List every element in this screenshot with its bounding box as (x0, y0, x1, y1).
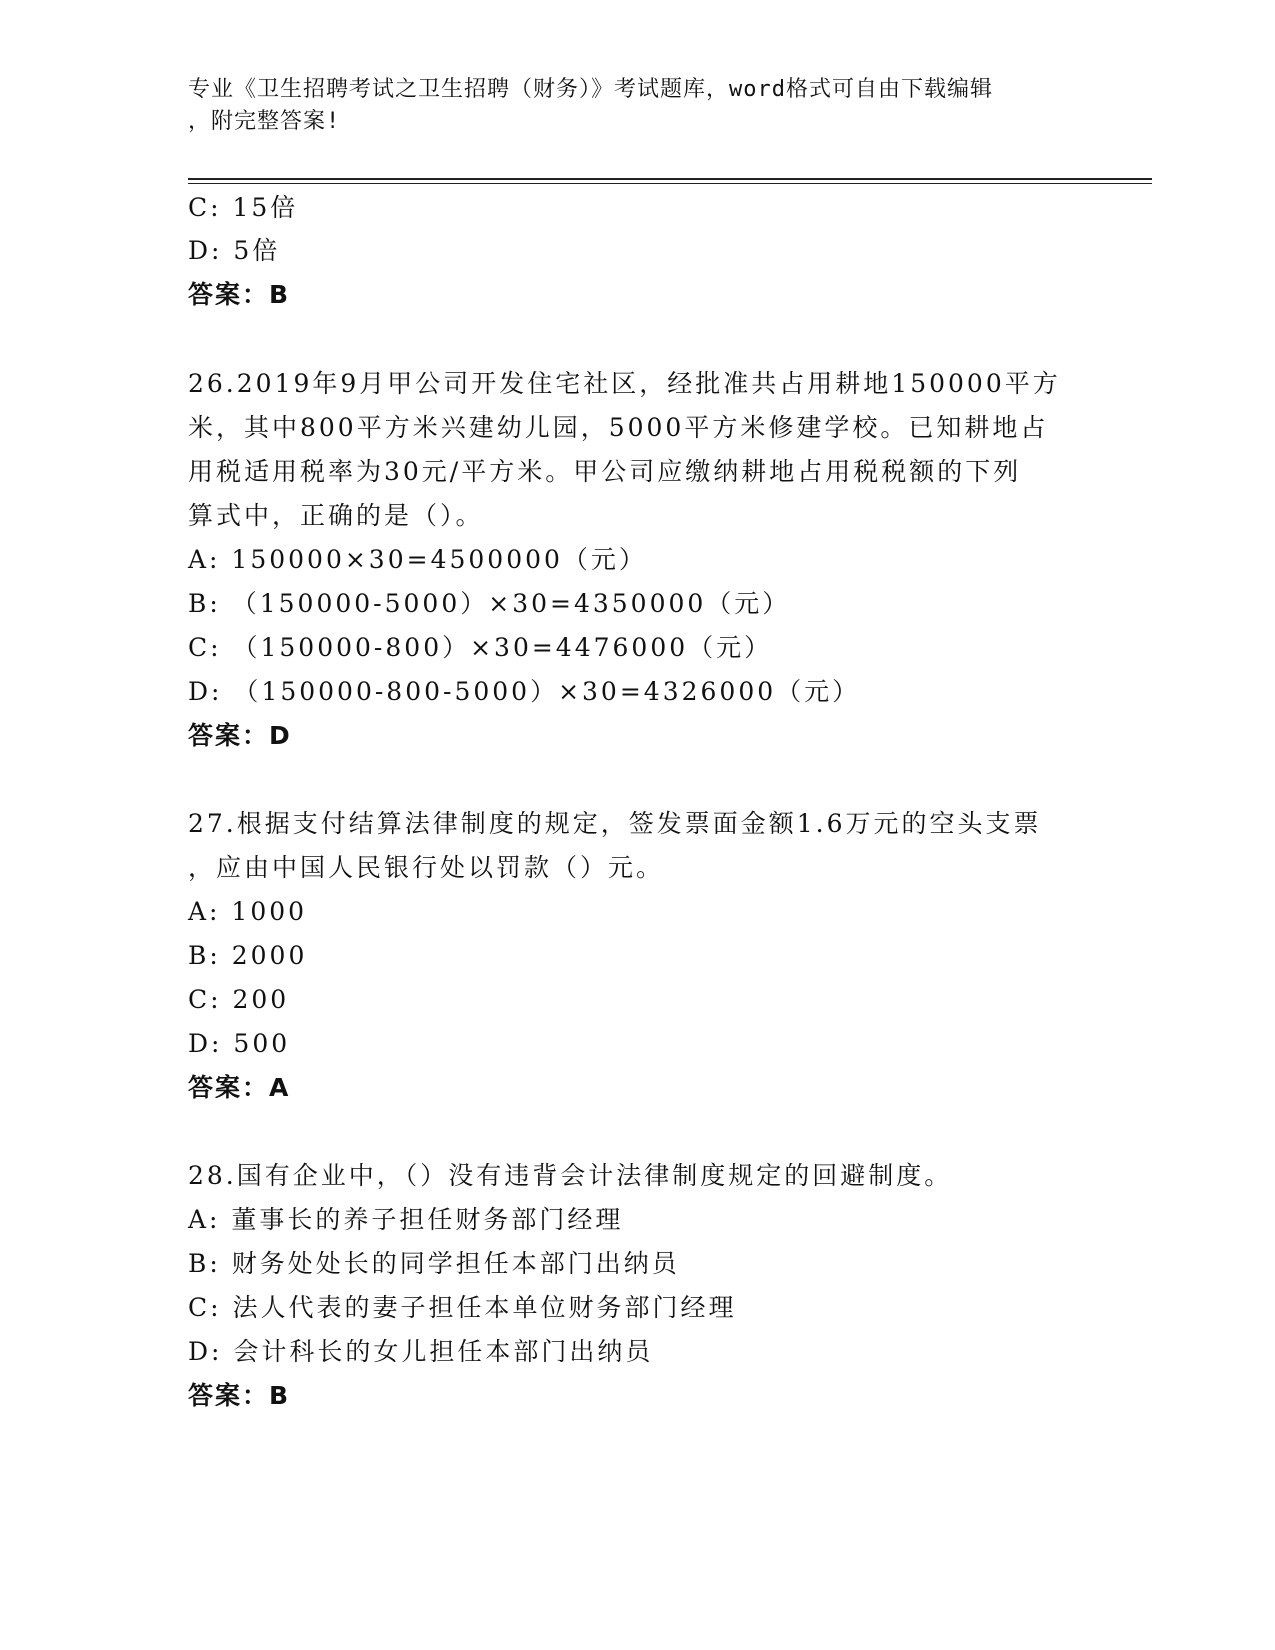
q27-stem-line-1: 27.根据支付结算法律制度的规定，签发票面金额1.6万元的空头支票 (188, 809, 1042, 838)
q25-option-d: D: 5倍 (188, 236, 281, 265)
q28-stem-line-1: 28.国有企业中，（）没有违背会计法律制度规定的回避制度。 (188, 1161, 953, 1190)
q28-answer: 答案：B (188, 1381, 291, 1410)
q27-option-d: D: 500 (188, 1029, 291, 1058)
header-line-2: ，附完整答案! (188, 109, 341, 134)
header-divider-thin (188, 183, 1152, 184)
q26-option-a: A: 150000×30=4500000（元） (188, 545, 647, 574)
document-header (188, 74, 1088, 138)
q25-option-c: C: 15倍 (188, 193, 299, 222)
header-line-1: 专业《卫生招聘考试之卫生招聘（财务）》考试题库，word格式可自由下载编辑 (188, 77, 993, 102)
q28-option-b: B: 财务处处长的同学担任本部门出纳员 (188, 1249, 680, 1278)
q26-option-c: C: （150000-800）×30=4476000（元） (188, 633, 773, 662)
q27-option-b: B: 2000 (188, 941, 308, 970)
q26-stem-line-3: 用税适用税率为30元/平方米。甲公司应缴纳耕地占用税税额的下列 (188, 457, 1022, 486)
q27-answer: 答案：A (188, 1073, 291, 1102)
q27-option-c: C: 200 (188, 985, 290, 1014)
q26-option-d: D: （150000-800-5000）×30=4326000（元） (188, 677, 861, 706)
q28-option-c: C: 法人代表的妻子担任本单位财务部门经理 (188, 1293, 737, 1322)
header-divider-thick (188, 178, 1152, 180)
q28-option-d: D: 会计科长的女儿担任本部门出纳员 (188, 1337, 654, 1366)
q27-stem-line-2: ，应由中国人民银行处以罚款（）元。 (188, 853, 665, 882)
q26-stem-line-2: 米，其中800平方米兴建幼儿园，5000平方米修建学校。已知耕地占 (188, 413, 1049, 442)
q26-answer: 答案：D (188, 721, 292, 750)
q26-option-b: B: （150000-5000）×30=4350000（元） (188, 589, 791, 618)
q26-stem-line-4: 算式中，正确的是（）。 (188, 501, 484, 530)
q28-option-a: A: 董事长的养子担任财务部门经理 (188, 1205, 624, 1234)
q25-answer: 答案：B (188, 280, 291, 309)
q26-stem-line-1: 26.2019年9月甲公司开发住宅社区，经批准共占用耕地150000平方 (188, 369, 1061, 398)
q27-option-a: A: 1000 (188, 897, 308, 926)
